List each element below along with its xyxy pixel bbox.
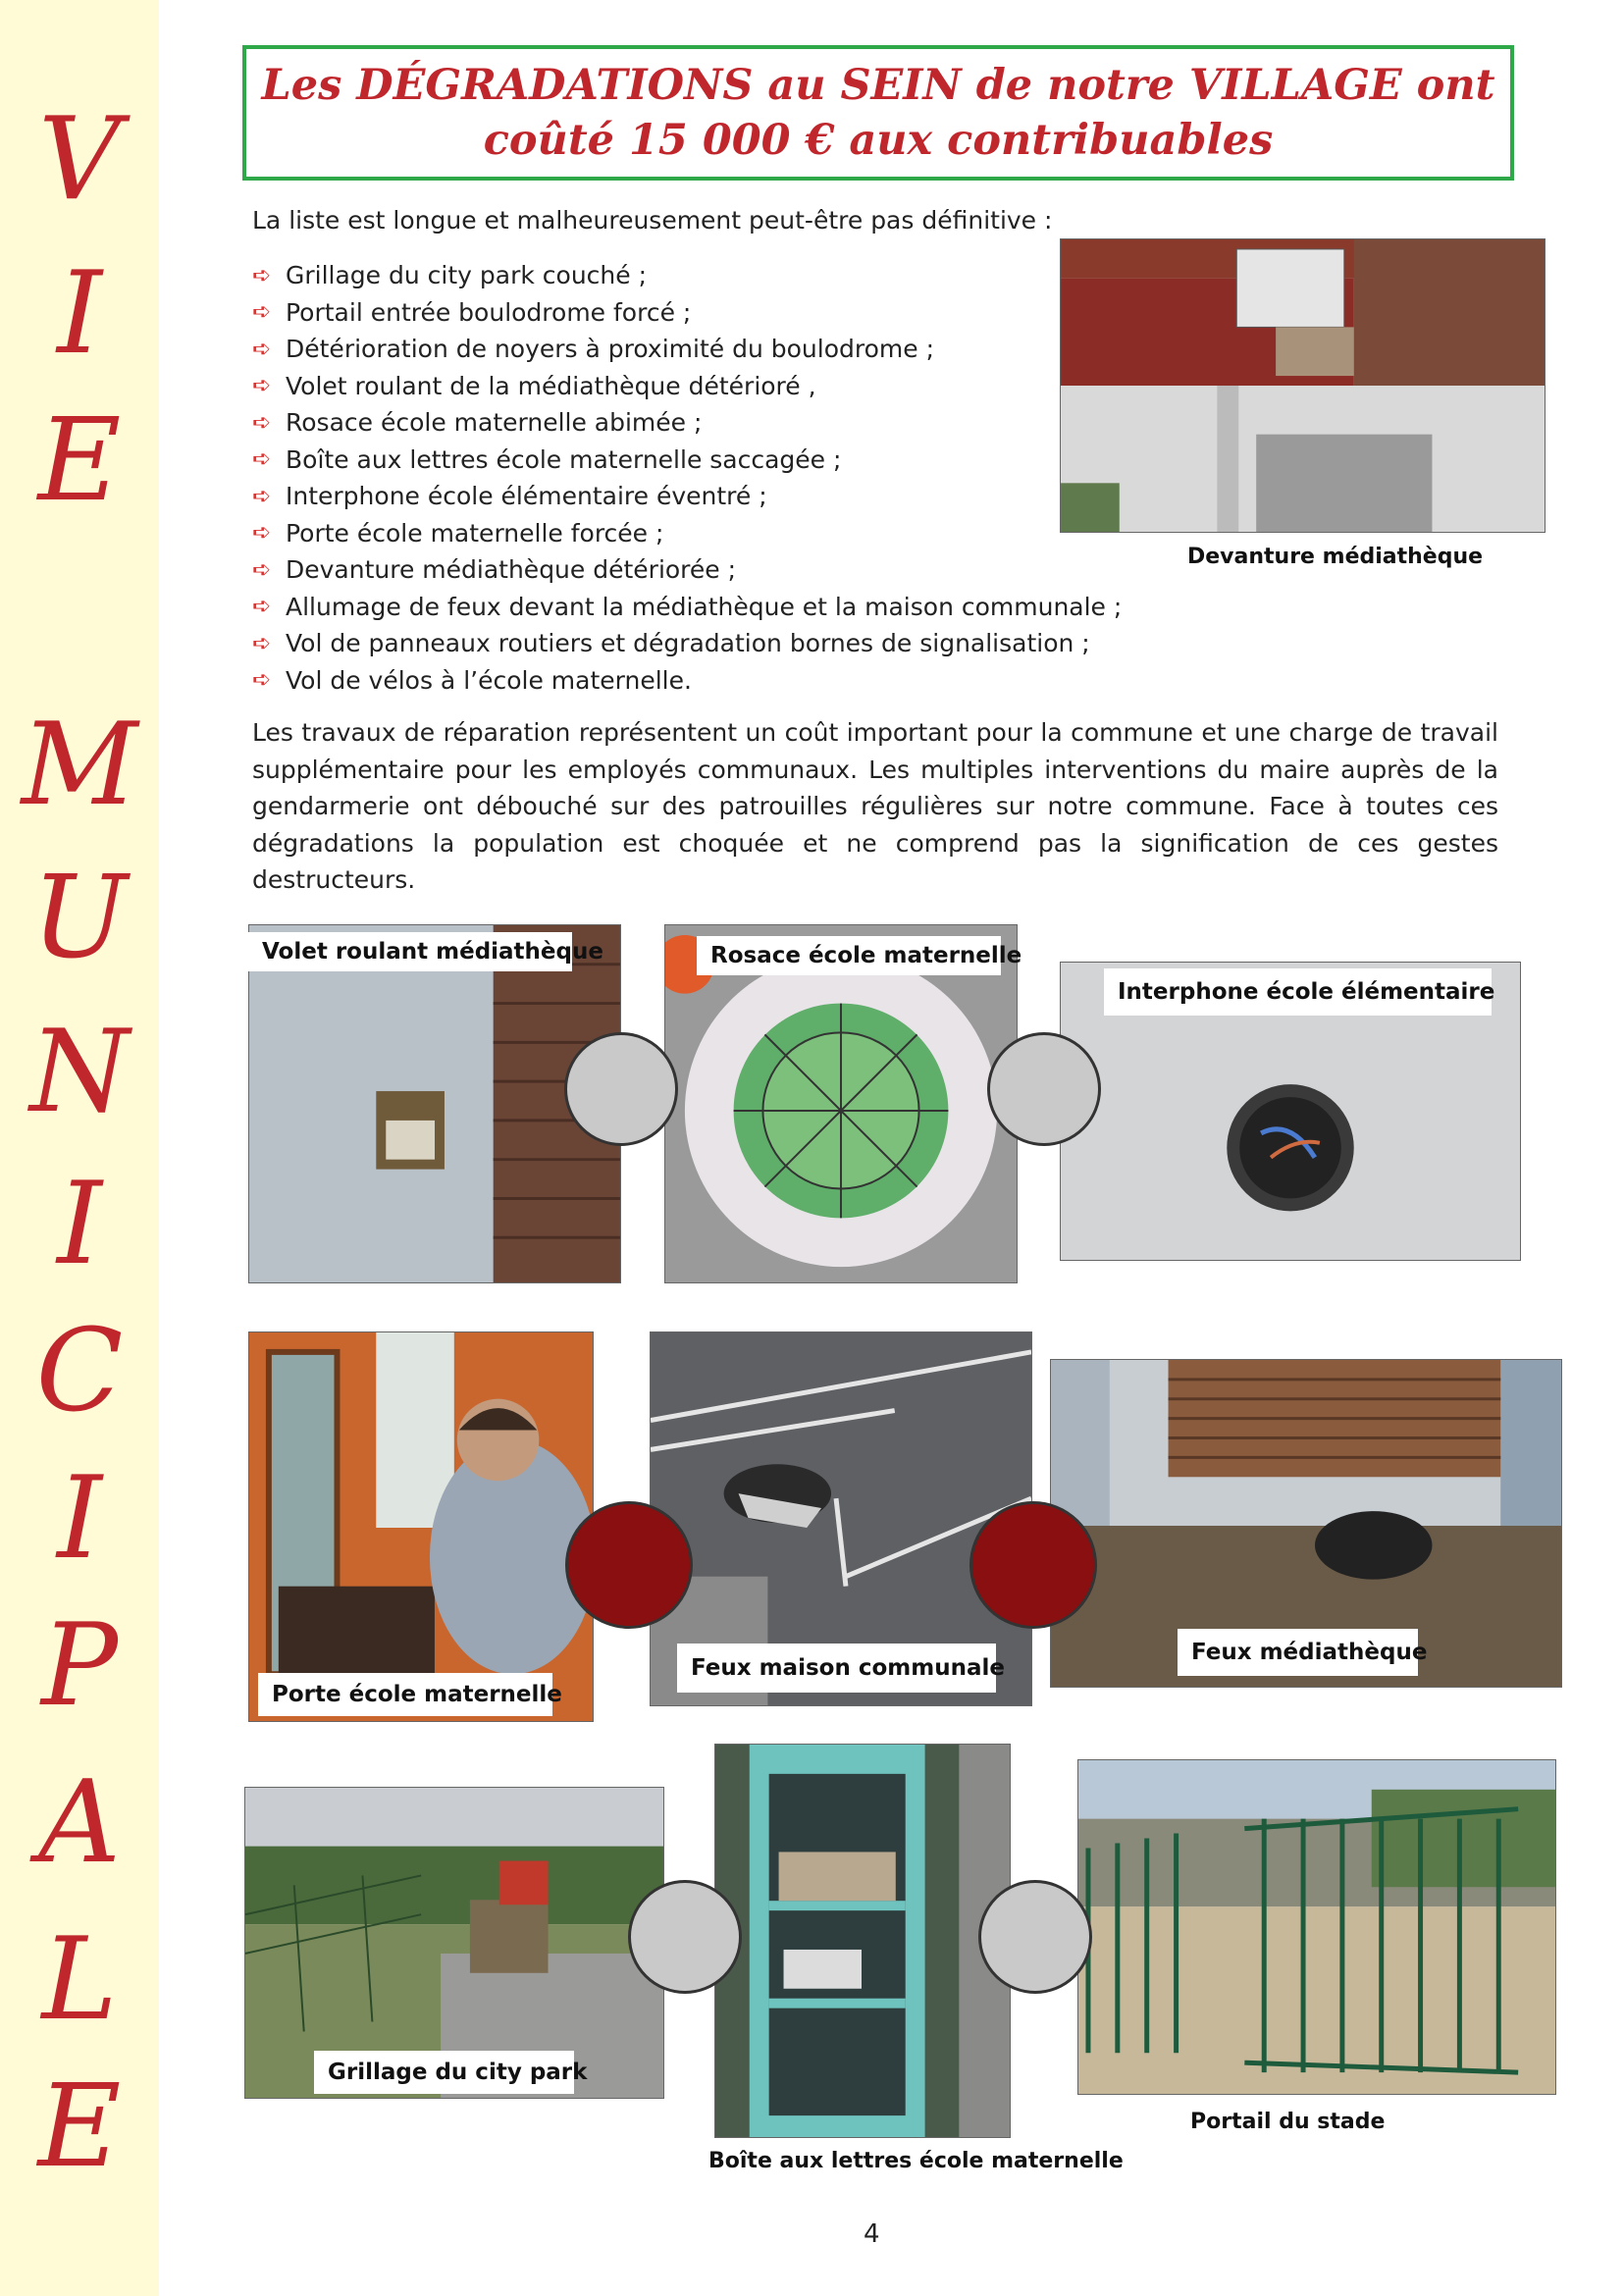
sidebar-letter: A <box>38 1756 121 1889</box>
sidebar-vie-municipale <box>0 0 159 2296</box>
article-title-box <box>242 45 1514 181</box>
label-feux-mediatheque: Feux médiathèque <box>1178 1629 1418 1676</box>
arrow-icon: ➪ <box>252 667 272 694</box>
label-feux-maison: Feux maison communale <box>677 1644 996 1693</box>
arrow-icon: ➪ <box>252 556 272 583</box>
sidebar-letter: U <box>31 852 128 984</box>
connector-circle <box>564 1032 678 1146</box>
sidebar-letter: P <box>40 1599 119 1732</box>
sidebar-letter: I <box>57 1158 102 1290</box>
sidebar-letter: E <box>37 394 122 527</box>
label-grillage: Grillage du city park <box>314 2051 574 2094</box>
list-item: ➪ Détérioration de noyers à proximité du boulodrome ; <box>252 335 934 364</box>
arrow-icon: ➪ <box>252 446 272 473</box>
caption-boite: Boîte aux lettres école maternelle <box>708 2149 1124 2173</box>
list-item: ➪ Interphone école élémentaire éventré ; <box>252 482 767 511</box>
sidebar-letter: M <box>21 699 138 831</box>
list-item: ➪ Vol de panneaux routiers et dégradation bornes de signalisation ; <box>252 629 1090 658</box>
arrow-icon: ➪ <box>252 630 272 656</box>
photo-rosace <box>664 924 1018 1283</box>
arrow-icon: ➪ <box>252 483 272 509</box>
arrow-icon: ➪ <box>252 520 272 547</box>
caption-portail: Portail du stade <box>1190 2110 1386 2134</box>
photo-devanture-mediatheque <box>1060 238 1545 533</box>
arrow-icon: ➪ <box>252 262 272 288</box>
connector-circle <box>969 1501 1097 1629</box>
label-volet: Volet roulant médiathèque <box>248 932 572 971</box>
article-title-line-2: coûté 15 000 € aux contribuables <box>483 116 1274 165</box>
sidebar-letter: E <box>37 2061 122 2193</box>
list-item: ➪ Vol de vélos à l’école maternelle. <box>252 665 692 695</box>
sidebar-letter: I <box>57 247 102 380</box>
connector-circle <box>565 1501 693 1629</box>
sidebar-letter: I <box>57 1452 102 1585</box>
list-item: ➪ Rosace école maternelle abimée ; <box>252 408 703 438</box>
label-interphone: Interphone école élémentaire <box>1104 968 1492 1016</box>
connector-circle <box>978 1880 1092 1994</box>
label-rosace: Rosace école maternelle <box>697 936 1001 975</box>
arrow-icon: ➪ <box>252 299 272 326</box>
list-item: ➪ Allumage de feux devant la médiathèque et la maison communale ; <box>252 592 1123 621</box>
sidebar-letter: N <box>29 1006 130 1138</box>
connector-circle <box>987 1032 1101 1146</box>
photo-boite-lettres <box>714 1744 1011 2138</box>
list-item: ➪ Grillage du city park couché ; <box>252 261 648 290</box>
list-item: ➪ Portail entrée boulodrome forcé ; <box>252 297 692 327</box>
body-paragraph: Les travaux de réparation représentent un coût important pour la commune et une charge de travail supplémentaire pour les employés communaux. Les multiples interventions du maire auprès de la gendarmerie ont débouché sur des patrouilles régulières sur notre commune. Face à toutes ces dégradations la population est choquée et ne comprend pas la signification de ces gestes destructeurs. <box>252 718 1498 894</box>
sidebar-letter: V <box>38 93 121 226</box>
sidebar-letter: L <box>41 1913 118 2046</box>
photo-portail-stade <box>1077 1759 1556 2095</box>
page-number: 4 <box>864 2219 880 2249</box>
damage-list <box>252 257 1122 699</box>
arrow-icon: ➪ <box>252 594 272 620</box>
connector-circle <box>628 1880 742 1994</box>
list-item: ➪ Porte école maternelle forcée ; <box>252 518 664 548</box>
article-title-line-1: Les DÉGRADATIONS au SEIN de notre VILLAGE ont <box>261 61 1495 110</box>
sidebar-letter: C <box>35 1305 124 1437</box>
list-item: ➪ Volet roulant de la médiathèque détérioré , <box>252 371 816 400</box>
arrow-icon: ➪ <box>252 373 272 399</box>
label-porte: Porte école maternelle <box>258 1673 552 1716</box>
intro-text: La liste est longue et malheureusement peut-être pas définitive : <box>252 206 1053 235</box>
caption-devanture: Devanture médiathèque <box>1187 545 1484 569</box>
photo-porte-ecole <box>248 1331 594 1722</box>
list-item: ➪ Boîte aux lettres école maternelle saccagée ; <box>252 444 842 474</box>
arrow-icon: ➪ <box>252 409 272 436</box>
list-item: ➪ Devanture médiathèque détériorée ; <box>252 555 737 585</box>
arrow-icon: ➪ <box>252 336 272 362</box>
